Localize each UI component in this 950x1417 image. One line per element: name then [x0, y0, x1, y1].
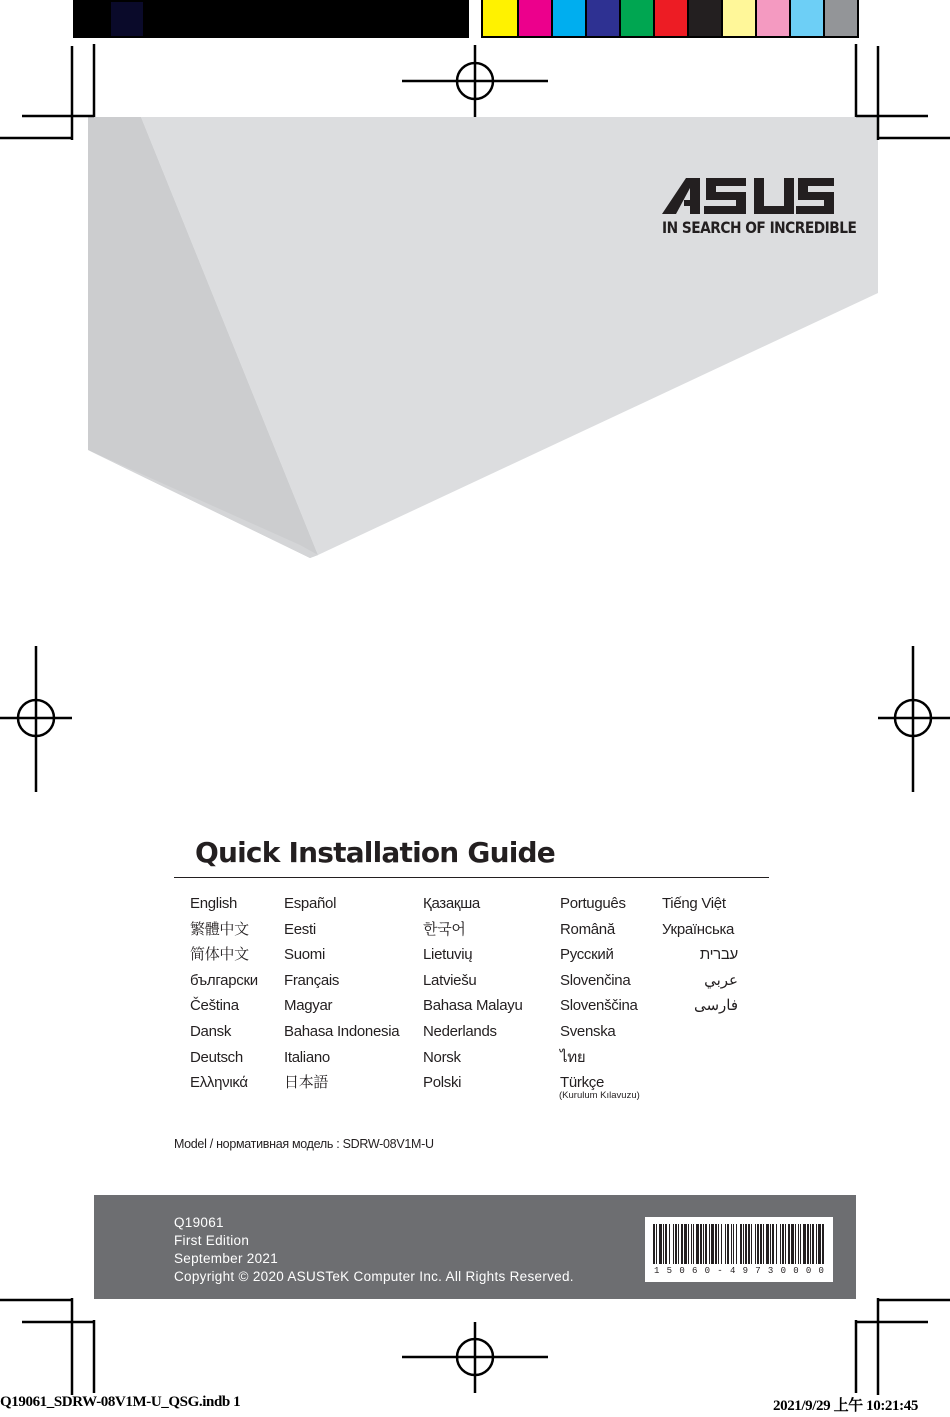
registration-mark-right: [878, 646, 950, 792]
copyright: Copyright © 2020 ASUSTeK Computer Inc. All Rights Reserved.: [174, 1269, 574, 1284]
barcode-digit: 1: [654, 1266, 660, 1276]
language-item: Türkçe: [560, 1074, 605, 1092]
language-item: Norsk: [423, 1048, 461, 1066]
language-item: Bahasa Indonesia: [284, 1022, 400, 1040]
language-column-4: [560, 894, 638, 1099]
language-item: Lietuvių: [423, 946, 473, 964]
barcode: [645, 1217, 833, 1282]
language-item: עברית: [699, 946, 738, 964]
language-item: Français: [284, 971, 340, 989]
edition: First Edition: [174, 1233, 250, 1248]
language-item: Slovenščina: [560, 997, 638, 1015]
language-item: Deutsch: [190, 1048, 243, 1066]
brand-tagline: IN SEARCH OF INCREDIBLE: [662, 218, 857, 237]
language-item: български: [190, 971, 258, 989]
language-item: English: [190, 895, 238, 912]
barcode-digit: -: [717, 1266, 723, 1276]
barcode-digit: 0: [780, 1266, 786, 1276]
barcode-number: [654, 1266, 824, 1276]
edition-date: September 2021: [174, 1251, 279, 1266]
language-item: Slovenčina: [560, 971, 631, 989]
barcode-digit: 7: [755, 1266, 761, 1276]
language-item: Українська: [662, 920, 735, 938]
language-item: Čeština: [190, 997, 239, 1015]
language-item: Ελληνικά: [190, 1074, 248, 1092]
print-slug-file: Q19061_SDRW-08V1M-U_QSG.indb 1: [0, 1394, 241, 1410]
title-divider: [174, 877, 769, 878]
language-item: Română: [560, 920, 615, 938]
language-item: Suomi: [284, 946, 326, 964]
crop-mark-top-left: [0, 44, 94, 140]
crop-mark-bottom-right: [856, 1298, 950, 1395]
language-item: Eesti: [284, 920, 316, 938]
language-column-1: [190, 894, 258, 1099]
language-column-5: [662, 894, 738, 1022]
language-item: عربي: [704, 971, 738, 989]
language-item: Latviešu: [423, 971, 477, 989]
language-item: 한국어: [423, 920, 466, 938]
language-item: Magyar: [284, 997, 333, 1015]
barcode-digit: 3: [767, 1266, 774, 1276]
barcode-digit: 5: [666, 1266, 673, 1276]
language-item: Bahasa Malayu: [423, 997, 523, 1015]
asus-logo-icon: [660, 176, 836, 216]
model-line: Model / нормативная модель : SDRW-08V1M-U: [174, 1137, 434, 1151]
language-item: 日本語: [284, 1074, 329, 1092]
language-item: Nederlands: [423, 1022, 497, 1040]
language-item: ไทย: [560, 1048, 586, 1066]
language-note: (Kurulum Kılavuzu): [559, 1090, 640, 1101]
language-item: Русский: [560, 946, 614, 964]
barcode-digit: 0: [818, 1266, 824, 1276]
language-item: Italiano: [284, 1048, 330, 1066]
language-item: Svenska: [560, 1022, 616, 1040]
barcode-digit: 0: [793, 1266, 799, 1276]
page-title: Quick Installation Guide: [195, 836, 555, 869]
language-item: Қазақша: [423, 895, 480, 912]
language-column-2: [284, 894, 399, 1099]
language-item: 简体中文: [190, 946, 249, 964]
registration-mark-left: [0, 646, 72, 792]
language-item: Português: [560, 895, 626, 912]
barcode-icon: [645, 1217, 833, 1265]
language-item: 繁體中文: [190, 920, 249, 938]
barcode-digit: 9: [742, 1266, 748, 1276]
barcode-digit: 0: [679, 1266, 685, 1276]
language-column-3: [423, 894, 523, 1099]
language-item: Español: [284, 895, 337, 912]
language-item: Polski: [423, 1074, 462, 1092]
barcode-digit: 4: [729, 1266, 736, 1276]
language-item: فارسی: [693, 997, 738, 1015]
document-code: Q19061: [174, 1215, 224, 1230]
barcode-digit: 0: [805, 1266, 812, 1276]
print-slug-timestamp: 2021/9/29 上午 10:21:45: [773, 1398, 918, 1414]
registration-mark-bottom: [402, 1322, 548, 1393]
crop-mark-bottom-left: [0, 1298, 94, 1395]
language-item: Tiếng Việt: [662, 895, 726, 912]
barcode-digit: 6: [691, 1266, 698, 1276]
barcode-digit: 0: [704, 1266, 711, 1276]
language-item: Dansk: [190, 1022, 232, 1040]
registration-mark-top: [402, 45, 548, 117]
